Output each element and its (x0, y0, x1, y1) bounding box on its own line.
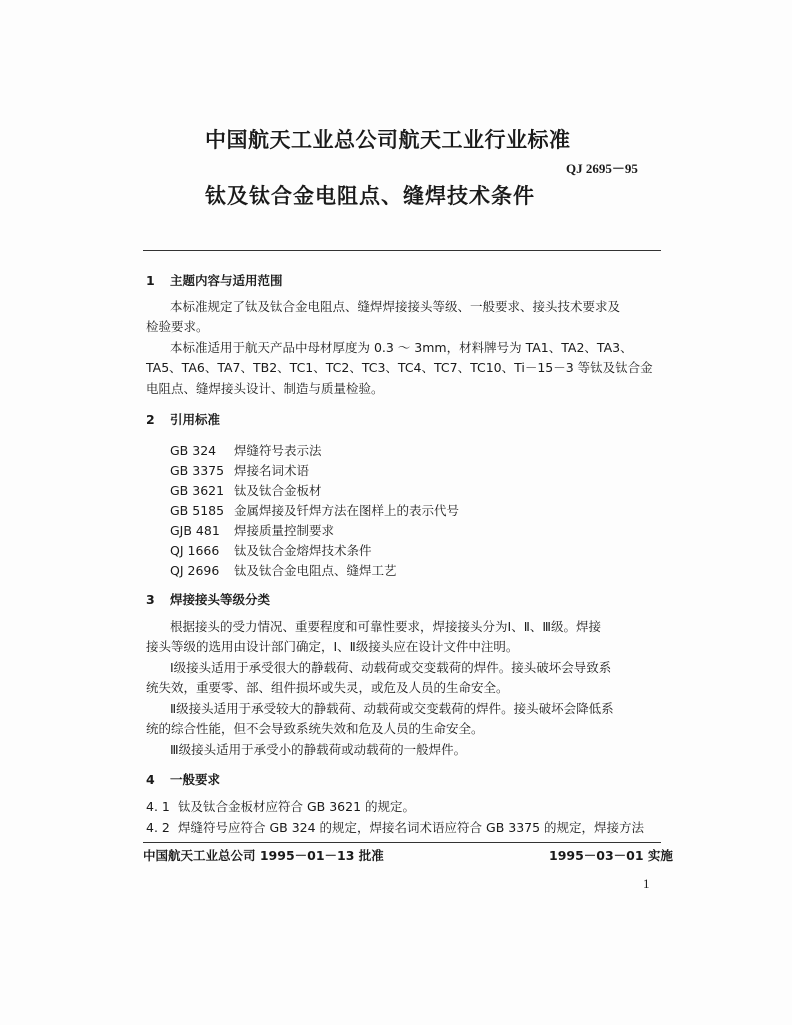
clause-number: 4. 2 (146, 820, 170, 835)
paragraph-line: Ⅰ级接头适用于承受很大的静载荷、动载荷或交变载荷的焊件。接头破坏会导致系 (170, 660, 612, 675)
reference-row (170, 441, 322, 459)
section-4-heading (146, 770, 220, 788)
section-number: 4 (146, 772, 155, 787)
issuer-heading: 中国航天工业总公司航天工业行业标准 (205, 128, 571, 152)
section-number: 2 (146, 412, 155, 427)
clause-row (146, 797, 415, 817)
paragraph-line: 根据接头的受力情况、重要程度和可靠性要求，焊接接头分为Ⅰ、Ⅱ、Ⅲ级。焊接 (170, 619, 601, 634)
document-title: 钛及钛合金电阻点、缝焊技术条件 (205, 184, 535, 208)
paragraph-line: 电阻点、缝焊接头设计、制造与质量检验。 (146, 381, 384, 396)
clause-row (146, 818, 644, 838)
standard-number: QJ 2695－95 (566, 161, 638, 176)
paragraph-line: Ⅲ级接头适用于承受小的静载荷或动载荷的一般焊件。 (170, 742, 467, 757)
reference-row (170, 481, 322, 499)
reference-name: 焊接质量控制要求 (234, 523, 335, 538)
paragraph-line: Ⅱ级接头适用于承受较大的静载荷、动载荷或交变载荷的焊件。接头破坏会降低系 (170, 701, 614, 716)
paragraph-line: 统的综合性能，但不会导致系统失效和危及人员的生命安全。 (146, 721, 484, 736)
reference-name: 金属焊接及钎焊方法在图样上的表示代号 (234, 503, 460, 518)
reference-row (170, 561, 397, 579)
clause-text: 焊缝符号应符合 GB 324 的规定，焊接名词术语应符合 GB 3375 的规定，焊接方法 (178, 820, 645, 835)
paragraph-line: 检验要求。 (146, 319, 209, 334)
section-3-heading (146, 590, 270, 608)
reference-name: 钛及钛合金电阻点、缝焊工艺 (234, 563, 397, 578)
section-title: 焊接接头等级分类 (170, 592, 271, 607)
reference-code: QJ 2696 (170, 563, 220, 578)
reference-row (170, 461, 309, 479)
reference-name: 焊缝符号表示法 (234, 443, 322, 458)
reference-code: GB 5185 (170, 503, 225, 518)
reference-name: 钛及钛合金熔焊技术条件 (234, 543, 372, 558)
reference-name: 焊接名词术语 (234, 463, 310, 478)
clause-text: 钛及钛合金板材应符合 GB 3621 的规定。 (178, 799, 415, 814)
paragraph-line: 本标准适用于航天产品中母材厚度为 0.3 ～ 3mm，材料牌号为 TA1、TA2、TA3、 (170, 340, 633, 355)
reference-row (170, 541, 372, 559)
reference-code: GB 324 (170, 443, 217, 458)
paragraph-line: 本标准规定了钛及钛合金电阻点、缝焊焊接接头等级、一般要求、接头技术要求及 (170, 299, 621, 314)
reference-code: GB 3375 (170, 463, 225, 478)
reference-row (170, 501, 459, 519)
reference-code: GJB 481 (170, 523, 220, 538)
paragraph-line: TA5、TA6、TA7、TB2、TC1、TC2、TC3、TC4、TC7、TC10、Ti－15－3 等钛及钛合金 (146, 360, 653, 375)
page-number: 1 (643, 876, 650, 891)
footer-divider (143, 842, 661, 843)
section-1-heading (146, 271, 283, 289)
header-divider (143, 250, 661, 251)
reference-code: GB 3621 (170, 483, 225, 498)
reference-row (170, 521, 334, 539)
section-number: 1 (146, 273, 155, 288)
section-title: 一般要求 (170, 772, 221, 787)
effective-date: 1995－03－01 实施 (549, 848, 673, 863)
paragraph-line: 接头等级的选用由设计部门确定，Ⅰ、Ⅱ级接头应在设计文件中注明。 (146, 639, 519, 654)
section-title: 主题内容与适用范围 (170, 273, 283, 288)
section-2-heading (146, 410, 220, 428)
reference-code: QJ 1666 (170, 543, 220, 558)
section-title: 引用标准 (170, 412, 221, 427)
section-number: 3 (146, 592, 155, 607)
reference-name: 钛及钛合金板材 (234, 483, 322, 498)
approval-date: 中国航天工业总公司 1995－01－13 批准 (143, 848, 384, 863)
clause-number: 4. 1 (146, 799, 170, 814)
paragraph-line: 统失效，重要零、部、组件损坏或失灵，或危及人员的生命安全。 (146, 680, 509, 695)
